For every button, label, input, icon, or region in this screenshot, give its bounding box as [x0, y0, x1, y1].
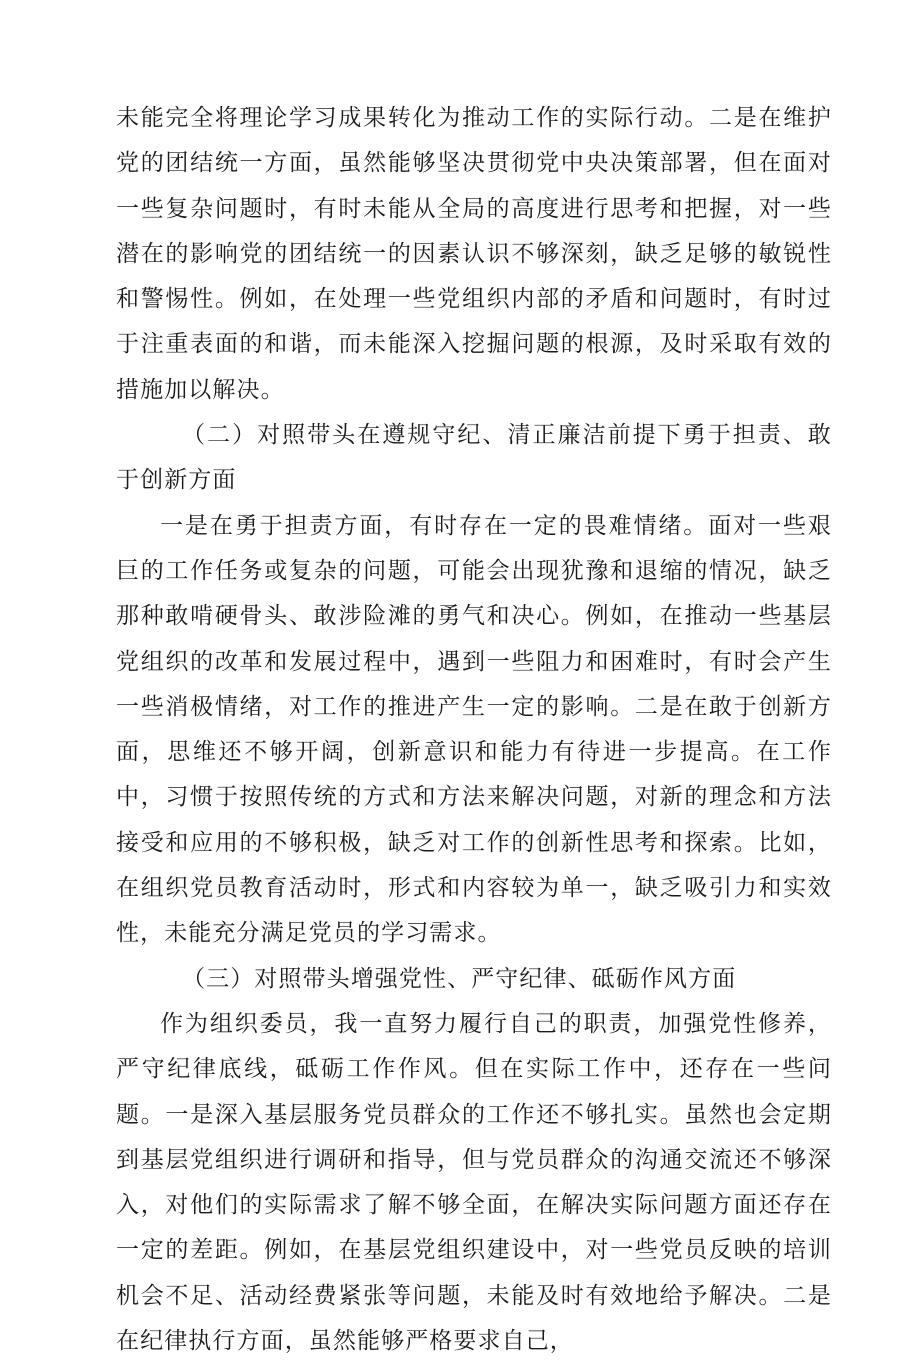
paragraph-party-spirit-discipline: 作为组织委员，我一直努力履行自己的职责，加强党性修养，严守纪律底线，砥砺工作作风。但在实际工作中，还存在一些问题。一是深入基层服务党员群众的工作还不够扎实。虽然也会定期到基层党组织进行调研和指导，但与党员群众的沟通交流还不够深入，对他们的实际需求了解不够全面，在解决实际问题方面还存在一定的差距。例如，在基层党组织建设中，对一些党员反映的培训机会不足、活动经费紧张等问题，未能及时有效地给予解决。二是在纪律执行方面，虽然能够严格要求自己， — [116, 1010, 832, 1355]
paragraph-continued: 未能完全将理论学习成果转化为推动工作的实际行动。二是在维护党的团结统一方面，虽然能够坚决贯彻党中央决策部署，但在面对一些复杂问题时，有时未能从全局的高度进行思考和把握，对一些潜在的影响党的团结统一的因素认识不够深刻，缺乏足够的敏锐性和警惕性。例如，在处理一些党组织内部的矛盾和问题时，有时过于注重表面的和谐，而未能深入挖掘问题的根源，及时采取有效的措施加以解决。 — [116, 105, 832, 403]
section-heading-2: （二）对照带头在遵规守纪、清正廉洁前提下勇于担责、敢于创新方面 — [116, 422, 832, 494]
document-page — [116, 96, 832, 1364]
paragraph-responsibility-innovation: 一是在勇于担责方面，有时存在一定的畏难情绪。面对一些艰巨的工作任务或复杂的问题，可能会出现犹豫和退缩的情况，缺乏那种敢啃硬骨头、敢涉险滩的勇气和决心。例如，在推动一些基层党组织的改革和发展过程中，遇到一些阻力和困难时，有时会产生一些消极情绪，对工作的推进产生一定的影响。二是在敢于创新方面，思维还不够开阔，创新意识和能力有待进一步提高。在工作中，习惯于按照传统的方式和方法来解决问题，对新的理念和方法接受和应用的不够积极，缺乏对工作的创新性思考和探索。比如，在组织党员教育活动时，形式和内容较为单一，缺乏吸引力和实效性，未能充分满足党员的学习需求。 — [116, 512, 832, 947]
section-heading-3: （三）对照带头增强党性、严守纪律、砥砺作风方面 — [182, 965, 737, 992]
